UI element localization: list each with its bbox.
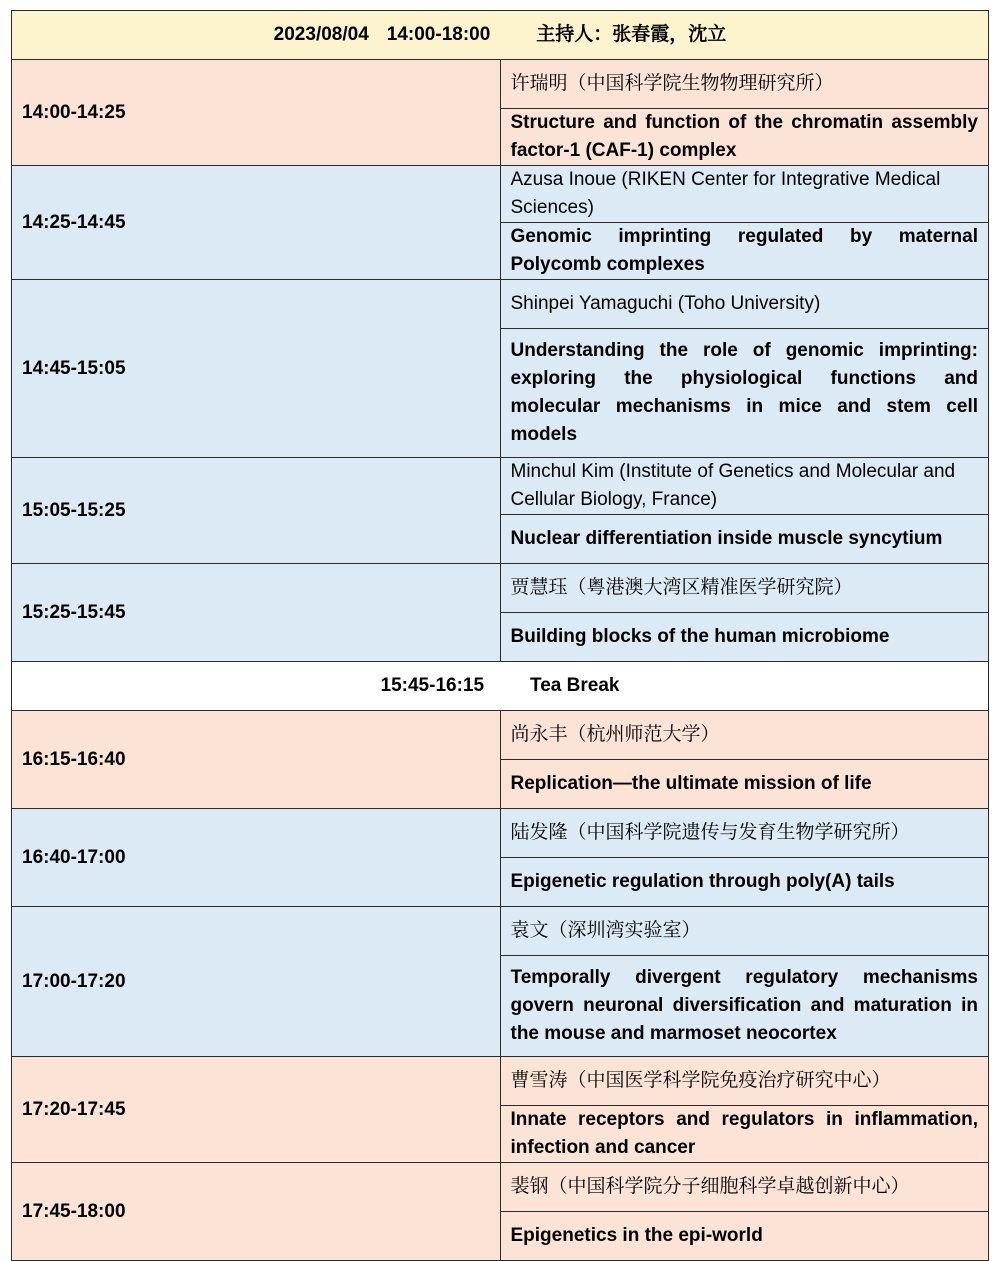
break-time: 15:45-16:15	[380, 675, 485, 696]
session-8-speaker-row	[12, 1057, 989, 1106]
session-time: 15:25-15:45	[12, 564, 501, 662]
session-title: Innate receptors and regulators in inflammation, infection and cancer	[500, 1106, 989, 1163]
tea-break-cell	[12, 662, 989, 711]
session-title: Genomic imprinting regulated by maternal Polycomb complexes	[500, 223, 989, 280]
session-7-speaker-row	[12, 907, 989, 956]
session-speaker: 许瑞明（中国科学院生物物理研究所）	[500, 60, 989, 109]
session-title: Replication—the ultimate mission of life	[500, 760, 989, 809]
session-speaker: 陆发隆（中国科学院遗传与发育生物学研究所）	[500, 809, 989, 858]
session-title: Epigenetic regulation through poly(A) tails	[500, 858, 989, 907]
session-5-speaker-row	[12, 711, 989, 760]
session-time: 17:00-17:20	[12, 907, 501, 1057]
session-2-speaker-row	[12, 280, 989, 329]
schedule	[11, 10, 989, 1261]
session-speaker: 曹雪涛（中国医学科学院免疫治疗研究中心）	[500, 1057, 989, 1106]
header-host: 主持人：张春霞，沈立	[536, 24, 727, 45]
header-time: 14:00-18:00	[386, 24, 491, 45]
session-6-speaker-row	[12, 809, 989, 858]
session-1-speaker-row	[12, 166, 989, 223]
session-title: Nuclear differentiation inside muscle syncytium	[500, 515, 989, 564]
session-time: 16:15-16:40	[12, 711, 501, 809]
session-time: 14:25-14:45	[12, 166, 501, 280]
session-title: Epigenetics in the epi-world	[500, 1212, 989, 1261]
session-4-speaker-row	[12, 564, 989, 613]
session-speaker: Azusa Inoue (RIKEN Center for Integrative Medical Sciences)	[500, 166, 989, 223]
session-speaker: 裴钢（中国科学院分子细胞科学卓越创新中心）	[500, 1163, 989, 1212]
session-speaker: 尚永丰（杭州师范大学）	[500, 711, 989, 760]
header-cell	[12, 11, 989, 60]
header-date: 2023/08/04	[273, 24, 369, 45]
session-title: Building blocks of the human microbiome	[500, 613, 989, 662]
session-title: Temporally divergent regulatory mechanisms govern neuronal diversification and maturation in the mouse and marmoset neocortex	[500, 956, 989, 1057]
session-9-speaker-row	[12, 1163, 989, 1212]
header-row	[12, 11, 989, 60]
session-time: 14:45-15:05	[12, 280, 501, 458]
session-speaker: 袁文（深圳湾实验室）	[500, 907, 989, 956]
session-time: 16:40-17:00	[12, 809, 501, 907]
session-speaker: 贾慧珏（粤港澳大湾区精准医学研究院）	[500, 564, 989, 613]
session-time: 17:45-18:00	[12, 1163, 501, 1261]
tea-break-row	[12, 662, 989, 711]
session-time: 15:05-15:25	[12, 458, 501, 564]
schedule-table	[11, 10, 989, 1261]
session-speaker: Shinpei Yamaguchi (Toho University)	[500, 280, 989, 329]
session-3-speaker-row	[12, 458, 989, 515]
session-time: 14:00-14:25	[12, 60, 501, 166]
session-speaker: Minchul Kim (Institute of Genetics and Molecular and Cellular Biology, France)	[500, 458, 989, 515]
session-title: Structure and function of the chromatin assembly factor-1 (CAF-1) complex	[500, 109, 989, 166]
session-title: Understanding the role of genomic imprinting: exploring the physiological functions and molecular mechanisms in mice and stem cell models	[500, 329, 989, 458]
break-label: Tea Break	[530, 675, 620, 696]
session-0-speaker-row	[12, 60, 989, 109]
session-time: 17:20-17:45	[12, 1057, 501, 1163]
